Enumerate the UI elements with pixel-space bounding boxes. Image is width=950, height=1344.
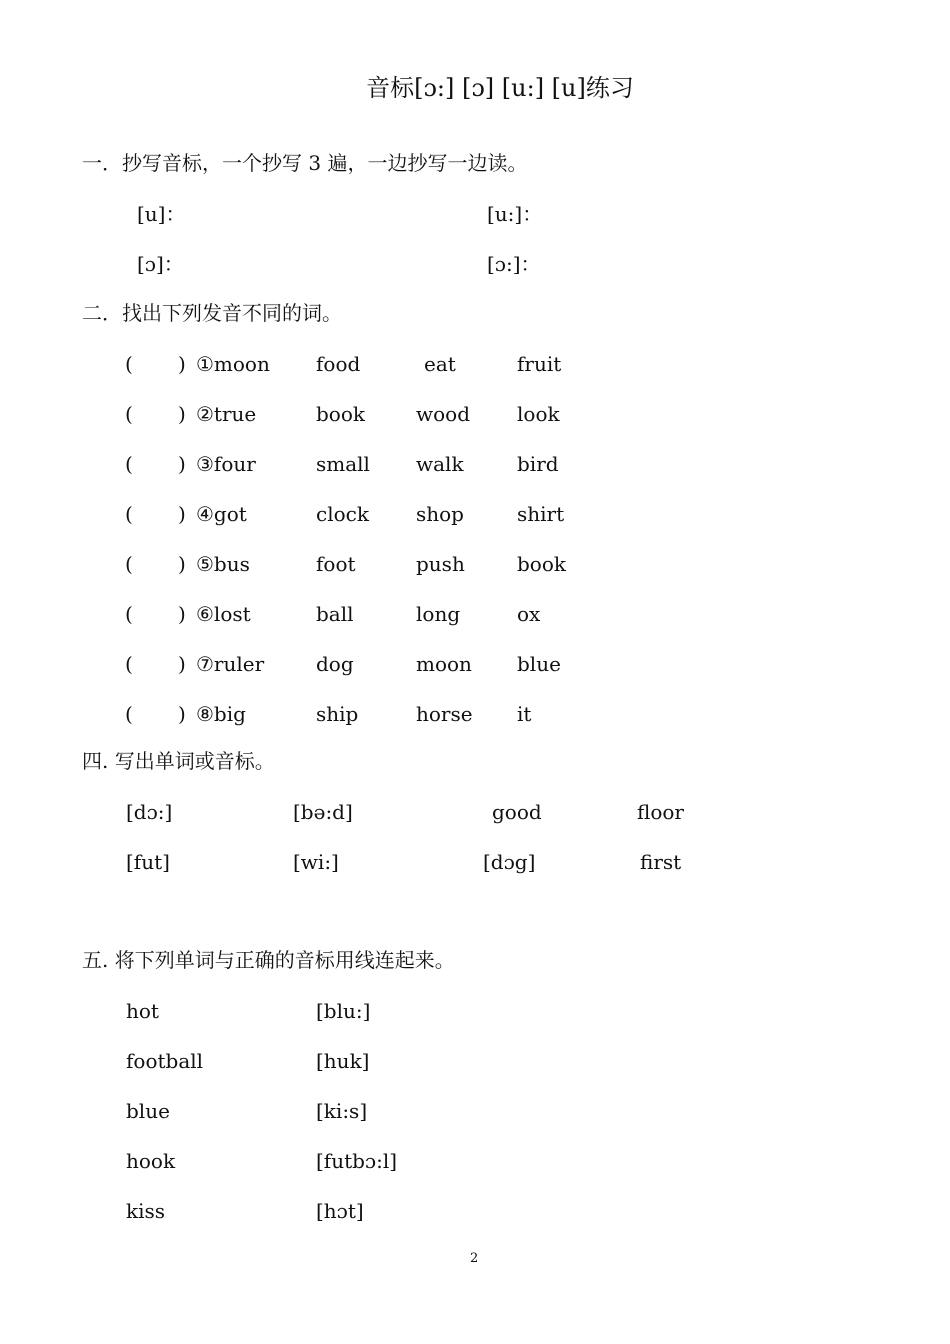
match-phonetic: [hɔt] (316, 1199, 364, 1223)
word-option: small (316, 452, 370, 476)
answer-paren-close: ) (178, 602, 186, 626)
match-word: blue (126, 1099, 170, 1123)
word-option: ⑥lost (196, 602, 251, 626)
match-word: hook (126, 1149, 176, 1173)
answer-paren-open: ( (125, 452, 133, 476)
word-option: dog (316, 652, 354, 676)
answer-paren-open: ( (125, 402, 133, 426)
copy-item-o-long: [ɔ:]： (487, 252, 541, 276)
answer-paren-close: ) (178, 702, 186, 726)
match-phonetic: [futbɔ:l] (316, 1149, 398, 1173)
word-option: shirt (517, 502, 565, 526)
exercise-cell: floor (637, 800, 684, 824)
word-option: book (316, 402, 366, 426)
exercise-cell: [dɔg] (483, 850, 536, 874)
exercise-cell: [fut] (126, 850, 170, 874)
word-option: ④got (196, 502, 247, 526)
answer-paren-close: ) (178, 352, 186, 376)
exercise-cell: first (640, 850, 682, 874)
word-option: ③four (196, 452, 256, 476)
answer-paren-open: ( (125, 552, 133, 576)
match-word: kiss (126, 1199, 166, 1223)
answer-paren-close: ) (178, 552, 186, 576)
page-number: 2 (470, 1251, 479, 1266)
word-option: long (416, 602, 461, 626)
answer-paren-open: ( (125, 602, 133, 626)
answer-paren-open: ( (125, 702, 133, 726)
word-option: it (517, 702, 532, 726)
word-option: book (517, 552, 567, 576)
exercise-cell: [bə:d] (293, 800, 353, 824)
match-word: football (126, 1049, 204, 1073)
match-word: hot (126, 999, 159, 1023)
answer-paren-open: ( (125, 652, 133, 676)
answer-paren-open: ( (125, 352, 133, 376)
answer-paren-close: ) (178, 502, 186, 526)
word-option: ball (316, 602, 354, 626)
section-4-heading: 四. 写出单词或音标。 (82, 749, 275, 773)
section-5-heading: 五. 将下列单词与正确的音标用线连起来。 (82, 948, 455, 972)
copy-item-u-short: [u]： (137, 202, 186, 226)
word-option: push (416, 552, 465, 576)
word-option: food (316, 352, 361, 376)
word-option: moon (416, 652, 472, 676)
word-option: foot (316, 552, 356, 576)
word-option: ①moon (196, 352, 270, 376)
word-option: fruit (517, 352, 562, 376)
word-option: wood (416, 402, 471, 426)
word-option: shop (416, 502, 464, 526)
word-option: ⑤bus (196, 552, 250, 576)
word-option: look (517, 402, 560, 426)
answer-paren-open: ( (125, 502, 133, 526)
copy-item-o-short: [ɔ]： (137, 252, 184, 276)
word-option: ②true (196, 402, 257, 426)
word-option: ⑧big (196, 702, 246, 726)
match-phonetic: [blu:] (316, 999, 371, 1023)
word-option: bird (517, 452, 559, 476)
word-option: eat (424, 352, 456, 376)
match-phonetic: [ki:s] (316, 1099, 368, 1123)
exercise-cell: good (492, 800, 542, 824)
answer-paren-close: ) (178, 402, 186, 426)
exercise-cell: [wi:] (293, 850, 339, 874)
exercise-cell: [dɔ:] (126, 800, 173, 824)
word-option: ⑦ruler (196, 652, 265, 676)
section-1-heading: 一．抄写音标，一个抄写 3 遍，一边抄写一边读。 (82, 151, 528, 175)
word-option: clock (316, 502, 369, 526)
page-title: 音标[ɔ:] [ɔ] [u:] [u]练习 (366, 74, 634, 102)
section-2-heading: 二．找出下列发音不同的词。 (82, 301, 342, 325)
word-option: horse (416, 702, 473, 726)
match-phonetic: [huk] (316, 1049, 370, 1073)
word-option: ox (517, 602, 541, 626)
answer-paren-close: ) (178, 452, 186, 476)
copy-item-u-long: [u:]： (487, 202, 543, 226)
word-option: walk (416, 452, 464, 476)
word-option: blue (517, 652, 561, 676)
answer-paren-close: ) (178, 652, 186, 676)
word-option: ship (316, 702, 359, 726)
